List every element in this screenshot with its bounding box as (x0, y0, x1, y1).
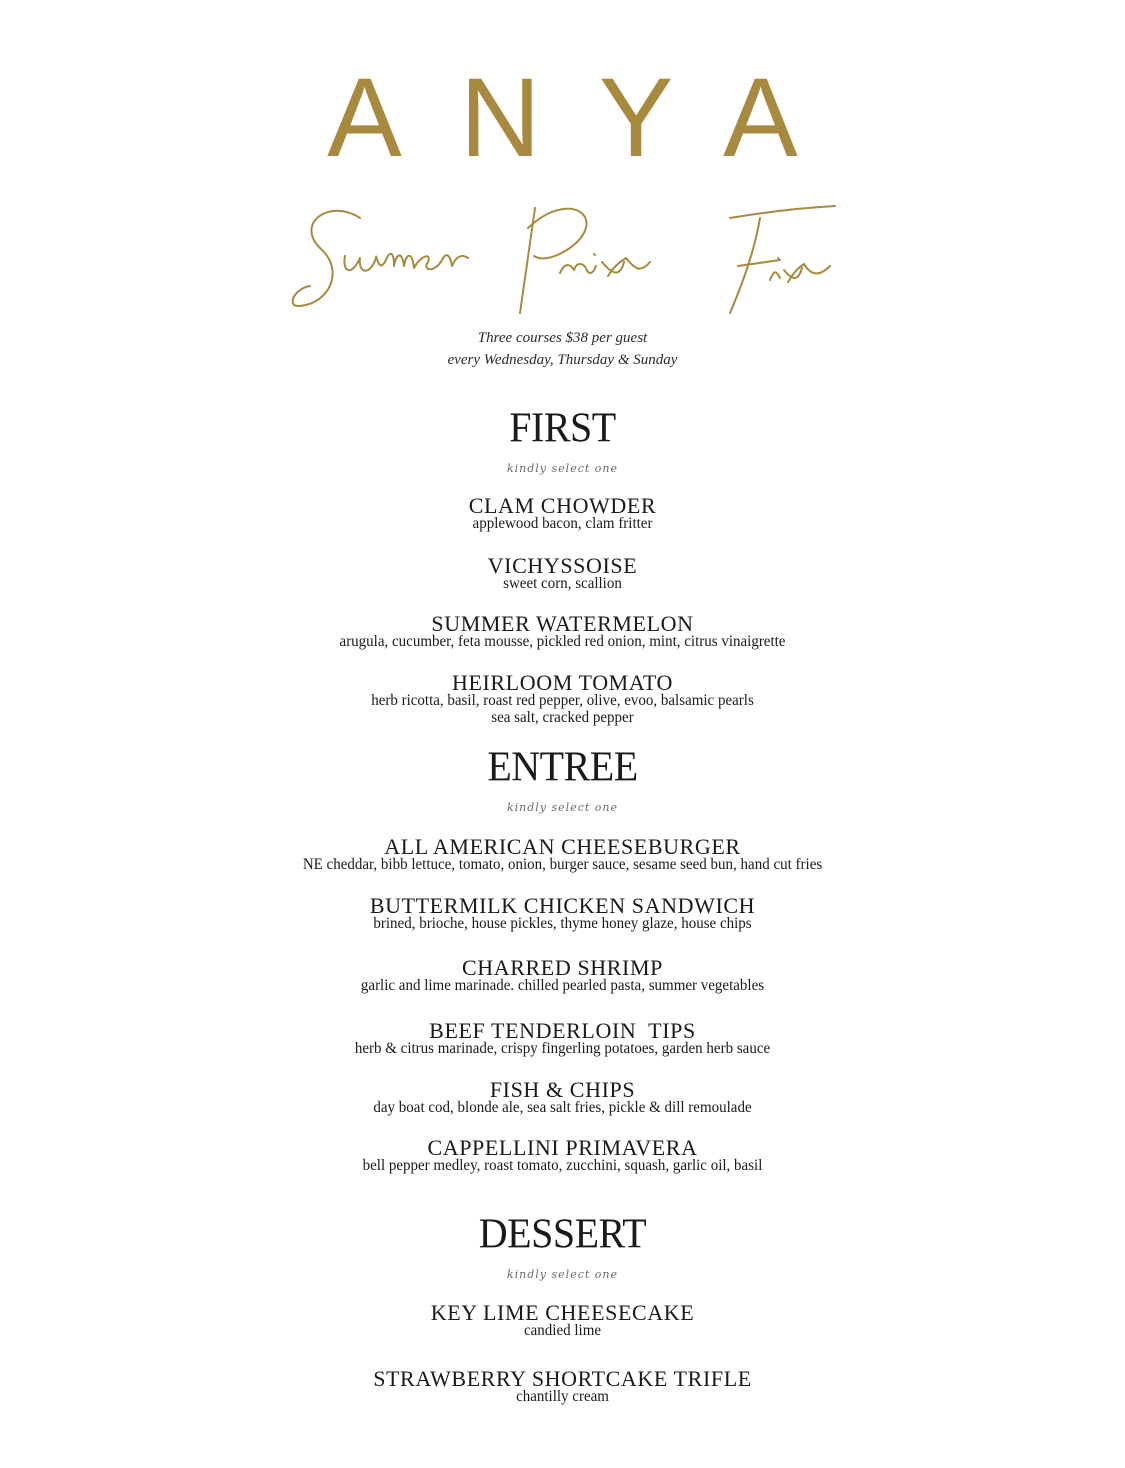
script-title-text: Summer Prixe Fixe (290, 178, 298, 179)
item-description: chantilly cream (516, 1388, 609, 1406)
item-name: CHARRED SHRIMP (462, 955, 663, 980)
menu-item (0, 893, 1125, 933)
menu-item (0, 493, 1125, 533)
section-title-entree: ENTREE (487, 742, 638, 791)
item-name: STRAWBERRY SHORTCAKE TRIFLE (373, 1366, 752, 1391)
menu-item (0, 670, 1125, 727)
menu-item (0, 553, 1125, 593)
select-note-first: kindly select one (506, 462, 618, 475)
menu-item (0, 1018, 1125, 1058)
item-description: garlic and lime marinade. chilled pearled pasta, summer vegetables (360, 977, 765, 995)
item-name: CLAM CHOWDER (468, 493, 657, 518)
brand-wordmark: ANYA (327, 55, 856, 180)
item-description-line2: sea salt, cracked pepper (491, 709, 634, 727)
section-title-dessert: DESSERT (478, 1209, 647, 1258)
item-description: applewood bacon, clam fritter (472, 515, 653, 533)
menu-item (0, 611, 1125, 651)
item-description: candied lime (523, 1322, 602, 1340)
item-name: HEIRLOOM TOMATO (451, 670, 674, 695)
item-name: VICHYSSOISE (487, 553, 638, 578)
item-name: FISH & CHIPS (489, 1077, 636, 1102)
script-title-logo (290, 178, 850, 328)
item-name: BEEF TENDERLOIN TIPS (429, 1018, 696, 1043)
tagline-line1: Three courses $38 per guest (477, 330, 648, 346)
menu-item (0, 1300, 1125, 1340)
select-note-dessert: kindly select one (506, 1268, 618, 1281)
section-title-first: FIRST (509, 403, 616, 452)
item-description: day boat cod, blonde ale, sea salt fries, pickle & dill remoulade (373, 1099, 752, 1117)
item-description: herb & citrus marinade, crispy fingerling potatoes, garden herb sauce (354, 1040, 771, 1058)
item-description: herb ricotta, basil, roast red pepper, olive, evoo, balsamic pearls (371, 692, 754, 710)
select-note-entree: kindly select one (506, 801, 618, 814)
menu-item (0, 1135, 1125, 1175)
item-name: KEY LIME CHEESECAKE (430, 1300, 695, 1325)
item-description: NE cheddar, bibb lettuce, tomato, onion, burger sauce, sesame seed bun, hand cut fries (302, 856, 823, 874)
menu-item (0, 834, 1125, 874)
item-description: bell pepper medley, roast tomato, zucchini, squash, garlic oil, basil (362, 1157, 763, 1175)
item-description: brined, brioche, house pickles, thyme honey glaze, house chips (373, 915, 752, 933)
tagline-line2: every Wednesday, Thursday & Sunday (447, 352, 678, 368)
item-description: sweet corn, scallion (503, 575, 622, 593)
item-name: BUTTERMILK CHICKEN SANDWICH (369, 893, 756, 918)
item-name: ALL AMERICAN CHEESEBURGER (384, 834, 741, 859)
item-name: SUMMER WATERMELON (431, 611, 694, 636)
item-description: arugula, cucumber, feta mousse, pickled red onion, mint, citrus vinaigrette (339, 633, 786, 651)
menu-item (0, 1077, 1125, 1117)
menu-item (0, 1366, 1125, 1406)
item-name: CAPPELLINI PRIMAVERA (427, 1135, 698, 1160)
script-title-graphic (290, 178, 850, 328)
menu-item (0, 955, 1125, 995)
